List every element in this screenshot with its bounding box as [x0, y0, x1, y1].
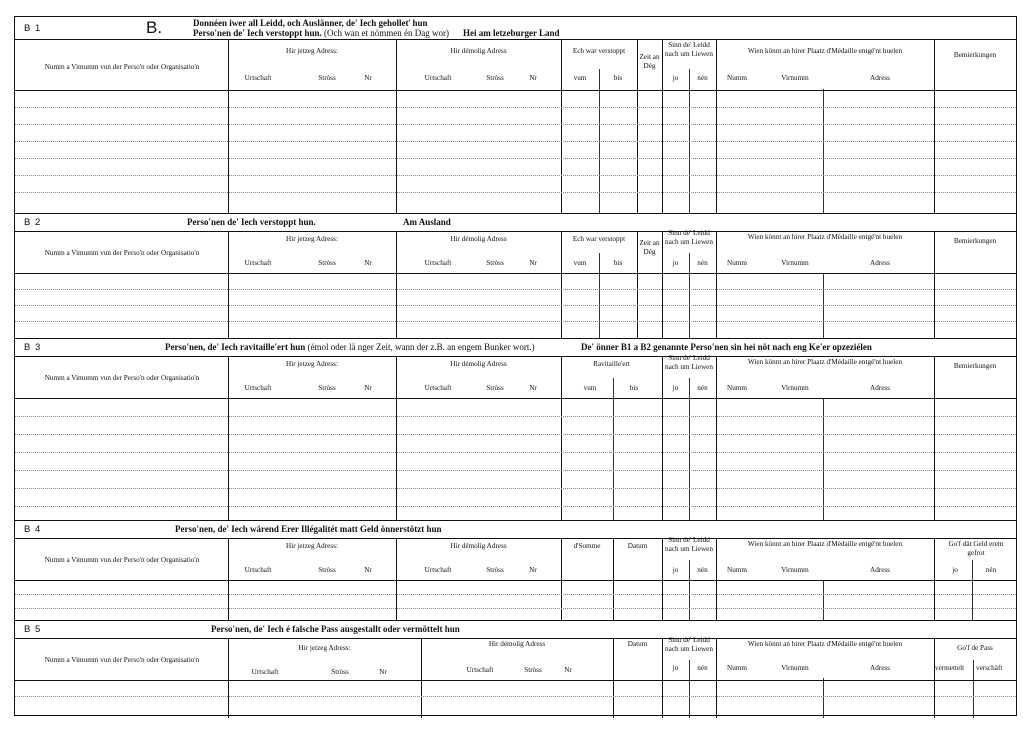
- column-header: nén: [697, 74, 708, 82]
- column-header: Stròss: [331, 668, 349, 676]
- section-title: Perso'nen, de' Iech wärend Erer Illégalitét matt Geld önnerstötzt hun: [175, 524, 442, 534]
- column-header: Nr: [364, 74, 372, 82]
- column-header: Numm: [727, 664, 747, 672]
- column-header: Bemierkungen: [953, 362, 997, 370]
- column-header: Stròss: [486, 74, 504, 82]
- column-header: Stròss: [486, 384, 504, 392]
- section-code: B 5: [24, 624, 42, 635]
- column-header: Urtschaft: [466, 666, 494, 674]
- column-header: Stròss: [486, 566, 504, 574]
- column-header: vum: [573, 74, 587, 82]
- column-header: Zeit an Dég: [639, 53, 660, 70]
- column-header: Nr: [564, 666, 572, 674]
- section-b5-header: [15, 621, 1016, 639]
- column-header: Hir jetzeg Adress:: [286, 47, 338, 55]
- column-header: Ech war verstoppt: [572, 47, 626, 55]
- section-title: Perso'nen de' Iech verstoppt hun.: [187, 217, 316, 227]
- column-header: Hir jetzeg Adress:: [286, 360, 338, 368]
- column-grid: [15, 538, 1016, 621]
- column-header: bis: [629, 384, 639, 392]
- column-header: jo: [672, 384, 679, 392]
- column-header: Stròss: [524, 666, 542, 674]
- column-header: Numm: [727, 259, 747, 267]
- column-header: Go'f dät Geld erem gefrot: [948, 540, 1004, 557]
- column-header: Sinn de' Leidd nach um Liewen: [665, 229, 713, 246]
- section-b3: [15, 338, 1016, 520]
- section-code: B 4: [24, 524, 42, 535]
- column-header: bis: [613, 259, 623, 267]
- section-note: De' önner B1 a B2 genannte Perso'nen sin hei nöt nach eng Ke'er opzeziélen: [581, 342, 872, 352]
- column-header: Stròss: [318, 259, 336, 267]
- column-header: Adress: [870, 664, 890, 672]
- column-header: Urtschaft: [244, 74, 272, 82]
- section-code: B 3: [24, 342, 42, 353]
- column-header: Go'f de Pass: [957, 644, 993, 652]
- column-header: Urtschaft: [424, 566, 452, 574]
- column-header: Adress: [870, 259, 890, 267]
- column-header: Numm a Vimumm vun der Perso'n oder Organisatio'n: [44, 249, 200, 257]
- column-header: Zeit an Dég: [639, 239, 660, 256]
- column-header: Hir démolig Adress: [450, 542, 507, 550]
- column-header: Nr: [364, 259, 372, 267]
- column-header: Stròss: [318, 74, 336, 82]
- column-header: Numm a Vimumm vun der Perso'n oder Organisatio'n: [44, 556, 200, 564]
- column-header: Numm: [727, 566, 747, 574]
- column-header: Nr: [364, 384, 372, 392]
- section-subtitle: Am Ausland: [403, 217, 451, 227]
- column-header: Urtschaft: [424, 259, 452, 267]
- column-header: bis: [613, 74, 623, 82]
- column-header: Stròss: [318, 566, 336, 574]
- column-grid: [15, 231, 1016, 339]
- column-header: Virnumm: [781, 566, 809, 574]
- column-header: vermettelt: [935, 664, 965, 672]
- column-header: Hir démolig Adress: [450, 47, 507, 55]
- column-header: Wien könnt an hirer Plaatz d'Médaille entgé'nt huelen: [747, 47, 903, 55]
- column-header: jo: [952, 566, 958, 574]
- column-header: Adress: [870, 384, 890, 392]
- section-b1-header: [15, 17, 1016, 40]
- column-header: Nr: [529, 259, 537, 267]
- column-header: vum: [583, 384, 597, 392]
- section-b3-header: [15, 339, 1016, 357]
- column-header: vum: [573, 259, 587, 267]
- section-title: Perso'nen, de' Iech é falsche Pass ausgestallt oder vermöttelt hun: [211, 624, 460, 634]
- column-header: Sinn de' Leidd nach um Liewen: [665, 354, 713, 371]
- section-subtitle: Perso'nen de' Iech verstoppt hun. (Och wan et nömmen én Dag wor) Hei am letzeburger Land: [193, 28, 560, 38]
- column-header: Nr: [379, 668, 387, 676]
- column-grid: [15, 39, 1016, 213]
- column-header: Virnumm: [781, 384, 809, 392]
- section-title: Donnéen iwer all Leidd, och Auslänner, de' Iech geholleť hun: [193, 18, 428, 28]
- section-letter: B.: [146, 18, 163, 37]
- column-header: Hir démolig Adress: [450, 235, 507, 243]
- column-header: Adress: [870, 74, 890, 82]
- column-header: Urtschaft: [244, 566, 272, 574]
- column-header: jo: [672, 664, 679, 672]
- column-header: Hir jetzeg Adress:: [298, 644, 351, 652]
- form: [14, 16, 1017, 716]
- column-header: Numm: [727, 74, 747, 82]
- column-header: Urtschaft: [424, 74, 452, 82]
- section-b4-header: [15, 521, 1016, 539]
- column-header: Sinn de' Leidd nach um Liewen: [665, 636, 713, 653]
- column-header: nén: [697, 384, 708, 392]
- column-header: nén: [697, 259, 708, 267]
- column-header: nén: [985, 566, 997, 574]
- column-header: Datum: [627, 542, 648, 550]
- column-header: Hir démolig Adress: [488, 640, 546, 648]
- column-header: jo: [672, 74, 679, 82]
- column-header: nén: [697, 566, 708, 574]
- column-grid: [15, 638, 1016, 718]
- section-code: B 1: [24, 23, 42, 34]
- column-header: nén: [697, 664, 708, 672]
- section-b4: [15, 520, 1016, 620]
- column-header: Urtschaft: [251, 668, 279, 676]
- column-grid: [15, 356, 1016, 521]
- column-header: Sinn de' Leidd nach um Liewen: [665, 41, 713, 58]
- column-header: Nr: [529, 566, 537, 574]
- column-header: Wien könnt an hirer Plaatz d'Médaille entgé'nt huelen: [747, 358, 903, 366]
- section-b2-header: [15, 214, 1016, 232]
- column-header: Hir jetzeg Adress:: [286, 542, 338, 550]
- column-header: Virnumm: [781, 259, 809, 267]
- column-header: Stròss: [486, 259, 504, 267]
- column-header: Nr: [529, 74, 537, 82]
- column-header: Stròss: [318, 384, 336, 392]
- column-header: Nr: [529, 384, 537, 392]
- column-header: Urtschaft: [424, 384, 452, 392]
- column-header: d'Somme: [573, 542, 601, 550]
- column-header: Adress: [870, 566, 890, 574]
- column-header: Numm: [727, 384, 747, 392]
- column-header: Sinn de' Leidd nach um Liewen: [665, 536, 713, 553]
- column-header: Numm a Vimumm vun der Perso'n oder Organisatio'n: [44, 63, 200, 71]
- column-header: Urtschaft: [244, 384, 272, 392]
- column-header: Nr: [364, 566, 372, 574]
- section-b1: [15, 17, 1016, 213]
- section-title: Perso'nen, de' Iech ravitaille'ert hun (émol oder lä nger Zeit, wann der z.B. an engem Bunker wort.): [165, 342, 535, 352]
- section-b5: [15, 620, 1016, 717]
- column-header: Wien könnt an hirer Plaatz d'Médaille entgé'nt huelen: [747, 640, 903, 648]
- column-header: Datum: [627, 640, 648, 648]
- column-header: Wien könnt an hirer Plaatz d'Médaille entgé'nt huelen: [747, 233, 903, 241]
- column-header: Bemierkungen: [953, 237, 997, 245]
- column-header: Hir démolig Adress: [450, 360, 507, 368]
- column-header: Urtschaft: [244, 259, 272, 267]
- column-header: Ravitaille'ert: [593, 360, 630, 368]
- column-header: Wien könnt an hirer Plaatz d'Médaille entgé'nt huelen: [747, 540, 903, 548]
- column-header: jo: [672, 259, 679, 267]
- section-b2: [15, 213, 1016, 338]
- column-header: Numm a Vimumm vun der Perso'n oder Organisatio'n: [44, 374, 200, 382]
- column-header: Ech war verstoppt: [572, 235, 626, 243]
- column-header: Hir jetzeg Adress:: [286, 235, 338, 243]
- column-header: Numm a Vimumm vun der Perso'n oder Organisatio'n: [44, 656, 200, 664]
- column-header: verschäft: [976, 664, 1003, 672]
- column-header: Bemierkungen: [953, 51, 997, 59]
- column-header: Virnumm: [781, 664, 809, 672]
- column-header: jo: [672, 566, 679, 574]
- column-header: Virnumm: [781, 74, 809, 82]
- section-code: B 2: [24, 217, 42, 228]
